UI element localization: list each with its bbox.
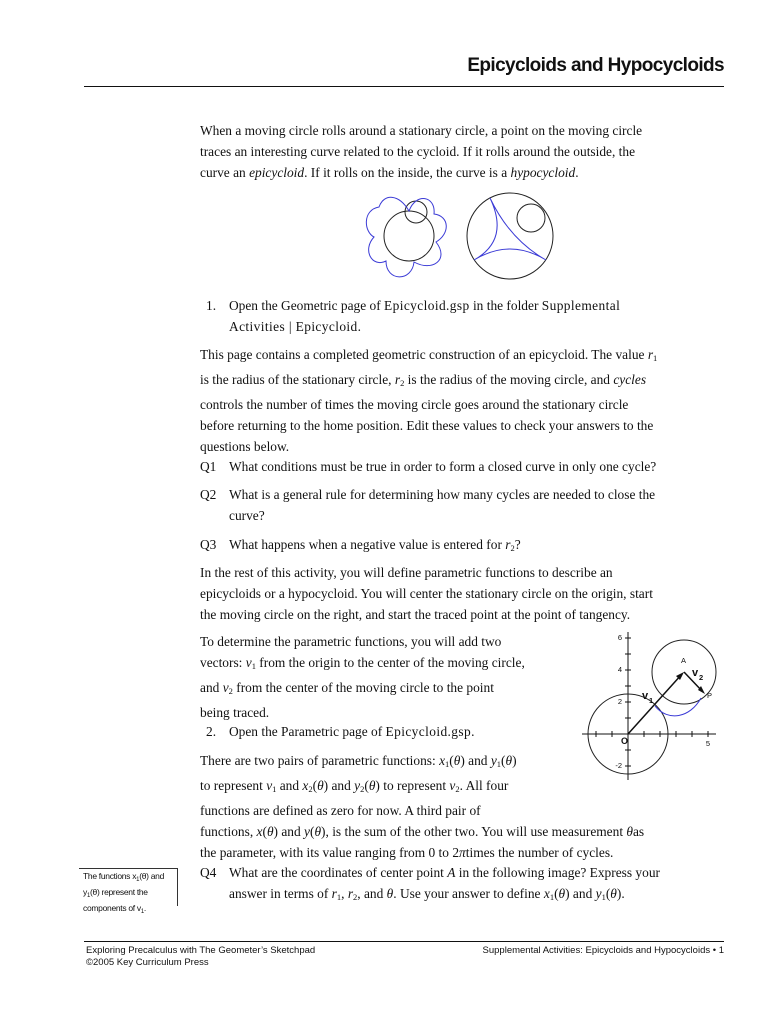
text: and	[328, 778, 355, 793]
text: .	[621, 886, 625, 901]
var-y: y	[354, 778, 361, 793]
step-2-number: 2.	[206, 724, 217, 739]
var-y: y	[304, 824, 310, 839]
text: from the center of the moving circle to the point	[232, 680, 494, 695]
point-a-label: A	[681, 656, 687, 665]
text: The functions x	[83, 871, 137, 881]
epicycloid-illustration	[366, 197, 446, 277]
text: the moving circle on the right, and start the traced point at the point of tangency.	[200, 607, 631, 622]
text: epicycloids or a hypocycloid. You will center the stationary circle on the origin, start	[200, 586, 653, 601]
var-y: y	[595, 886, 602, 901]
text: (θ) and	[139, 871, 165, 881]
text: This page contains a completed geometric construction of an epicycloid. The value	[200, 347, 648, 362]
v1-label: v	[642, 690, 649, 702]
step-2-text	[229, 721, 589, 742]
folder-name-cont: Activities | Epicycloid.	[229, 319, 362, 334]
var-theta: θ	[314, 824, 322, 839]
q4-label: Q4	[200, 865, 217, 880]
subscript: 2	[455, 784, 460, 794]
q2-label: Q2	[200, 487, 217, 502]
text: the parameter, with its value ranging from 0 to 2	[200, 845, 460, 860]
var-v: v	[245, 655, 252, 670]
var-v: v	[222, 680, 229, 695]
text: and	[200, 680, 223, 695]
step-text: Open the Geometric page of	[229, 298, 385, 313]
text: and	[276, 778, 303, 793]
subscript: 2	[360, 784, 365, 794]
subscript: 2	[308, 784, 313, 794]
point-p-label: P	[707, 691, 713, 700]
v1-subscript: 1	[649, 696, 654, 705]
q1-text: What conditions must be true in order to form a closed curve in only one cycle?	[229, 459, 657, 474]
folder-name: Supplemental	[541, 298, 621, 313]
text: What are the coordinates of center point	[229, 865, 448, 880]
construction-paragraph	[200, 344, 720, 457]
footer-rule	[84, 941, 724, 942]
subscript: 1	[136, 877, 140, 883]
subscript: 1	[601, 892, 606, 902]
subscript: 1	[496, 759, 502, 769]
text: To determine the parametric functions, you will add two	[200, 634, 502, 649]
text: to represent	[200, 778, 267, 793]
var-r: r	[505, 537, 511, 552]
intro-paragraph	[200, 120, 720, 183]
subscript: 1	[140, 909, 144, 915]
subscript: 1	[445, 759, 450, 769]
term-epicycloid: epicycloid	[249, 165, 305, 180]
vector-graph	[580, 628, 720, 784]
intro-line: When a moving circle rolls around a stationary circle, a point on the moving circle	[200, 123, 643, 138]
cycloid-figure	[364, 190, 556, 282]
origin-label: O	[621, 736, 629, 746]
text: There are two pairs of parametric functions:	[200, 753, 440, 768]
text: from the origin to the center of the moving circle,	[255, 655, 525, 670]
subscript: 1	[251, 661, 256, 671]
var-r: r	[331, 886, 337, 901]
var-x: x	[439, 753, 446, 768]
text: functions,	[200, 824, 257, 839]
var-x: x	[302, 778, 309, 793]
text: to represent	[379, 778, 450, 793]
q3-label: Q3	[200, 537, 217, 552]
term-hypocycloid: hypocycloid	[510, 165, 576, 180]
var-y: y	[490, 753, 497, 768]
y-tick-label: 2	[617, 697, 622, 706]
text: functions are defined as zero for now. A third pair of	[200, 803, 481, 818]
x-tick-label: 5	[705, 739, 711, 748]
subscript: 1	[549, 892, 555, 902]
var-theta: θ	[317, 778, 324, 793]
text: y	[83, 887, 87, 897]
text: questions below.	[200, 439, 290, 454]
text: controls the number of times the moving circle goes around the stationary circle	[200, 397, 629, 412]
var-theta: θ	[368, 778, 376, 793]
subscript: 2	[400, 378, 405, 388]
text: vectors:	[200, 655, 246, 670]
file-name: Epicycloid.gsp	[385, 724, 472, 739]
text: What is a general rule for determining how many cycles are needed to close the	[229, 487, 656, 502]
margin-note	[79, 868, 178, 915]
subscript: 2	[353, 892, 358, 902]
var-x: x	[543, 886, 550, 901]
var-v: v	[266, 778, 273, 793]
text: What happens when a negative value is entered for	[229, 537, 506, 552]
q4-text: What are the coordinates of center point A in the following image? Express your answer in terms of $r_1$, $r_2$, and θ. Use your answer to define $x_1(\theta)$ and $y_1(\theta)$.	[229, 865, 660, 902]
functions-paragraph: There are two pairs of parametric functions: $x_1(\theta)$ and $y_1(\theta)$ to represent $v_1$ and $x_2(\theta)$ and $y_2(\theta)$ to represent $v_2$. All four functions are defined as zero for now. A third pair of functions, x(θ) and y(θ), is the sum of the other two. You will use measurement θas the parameter, with its value ranging from 0 to 2πtimes the number of cycles.	[200, 753, 645, 860]
var-pi: π	[459, 845, 466, 860]
subscript: 1	[336, 892, 342, 902]
step-1-number: 1.	[206, 298, 217, 313]
y-tick-label: 4	[617, 665, 622, 674]
vector-v1	[628, 674, 682, 734]
footer-right: Supplemental Activities: Epicycloids and Hypocycloids • 1	[482, 945, 724, 956]
text: and	[464, 753, 491, 768]
var-theta: θ	[626, 824, 633, 839]
q3-text	[229, 534, 719, 559]
step-text: .	[471, 724, 475, 739]
text: In the rest of this activity, you will define parametric functions to describe an	[200, 565, 613, 580]
text: being traced.	[200, 705, 270, 720]
title-rule	[84, 86, 724, 87]
text: .	[143, 903, 146, 913]
subscript: 2	[228, 686, 233, 696]
var-theta: θ	[610, 886, 617, 901]
text: in the following image? Express your	[455, 865, 660, 880]
parametric-intro-paragraph	[200, 562, 720, 625]
var-theta: θ	[505, 753, 513, 768]
var-x: x	[256, 824, 263, 839]
intro-line: . If it rolls on the inside, the curve is a	[304, 165, 511, 180]
var-theta: θ	[558, 886, 566, 901]
page-title: Epicycloids and Hypocycloids	[467, 55, 724, 76]
text: (θ) represent the	[90, 887, 148, 897]
text: curve?	[229, 508, 265, 523]
v2-subscript: 2	[699, 673, 704, 682]
var-r: r	[647, 347, 654, 362]
text: , and	[357, 886, 387, 901]
copyright: ©2005 Key Curriculum Press	[86, 957, 209, 968]
step-1-text	[229, 295, 719, 337]
intro-line: .	[575, 165, 579, 180]
text: . Use your answer to define	[393, 886, 544, 901]
text: as	[632, 824, 645, 839]
var-r: r	[347, 886, 354, 901]
text: times the number of cycles.	[465, 845, 614, 860]
y-tick-label: -2	[615, 761, 622, 770]
hypocycloid-illustration	[467, 193, 553, 279]
y-tick-label: 6	[617, 633, 622, 642]
step-text: in the folder	[469, 298, 542, 313]
text: , is the sum of the other two. You will use measurement	[325, 824, 627, 839]
subscript: 1	[653, 353, 658, 363]
text: answer in terms of	[229, 886, 332, 901]
text: and	[569, 886, 596, 901]
subscript: 1	[272, 784, 277, 794]
step-text: Open the Parametric page of	[229, 724, 386, 739]
var-theta: θ	[266, 824, 274, 839]
text: before returning to the home position. Edit these values to check your answers to the	[200, 418, 654, 433]
subscript: 2	[510, 543, 515, 553]
text: components of v	[83, 903, 141, 913]
intro-line: traces an interesting curve related to the cycloid. If it rolls around the outside, the	[200, 144, 636, 159]
footer-left	[86, 945, 315, 969]
text: and	[278, 824, 305, 839]
book-title: Exploring Precalculus with The Geometer’s Sketchpad	[86, 945, 316, 956]
var-r: r	[394, 372, 401, 387]
var-theta: θ	[386, 886, 394, 901]
var-v: v	[449, 778, 456, 793]
vectors-paragraph	[200, 631, 570, 723]
var-theta: θ	[453, 753, 461, 768]
text: is the radius of the moving circle, and	[404, 372, 614, 387]
intro-line: curve an	[200, 165, 250, 180]
text: ?	[514, 537, 521, 552]
subscript: 1	[86, 893, 90, 899]
v2-label: v	[692, 667, 699, 679]
q2-text	[229, 484, 719, 526]
term-cycles: cycles	[613, 372, 647, 387]
text: . All four	[459, 778, 509, 793]
file-name: Epicycloid.gsp	[384, 298, 470, 313]
var-a: A	[447, 865, 456, 880]
q1-label: Q1	[200, 459, 217, 474]
text: is the radius of the stationary circle,	[200, 372, 395, 387]
